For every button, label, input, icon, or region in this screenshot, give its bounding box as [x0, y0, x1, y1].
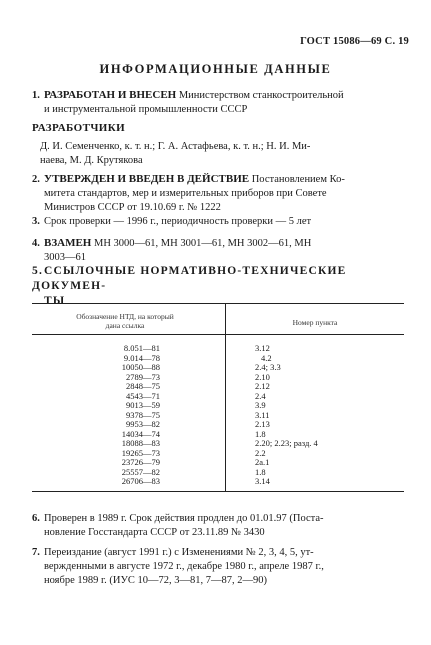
item-5-number: 5. — [32, 265, 44, 277]
table-cell: 19265—73 — [121, 447, 160, 458]
table-cell: 4.2 — [261, 352, 272, 363]
item-3-text: Срок проверки — 1996 г., периодичность проверки — 5 лет — [44, 216, 312, 227]
table-cell: 3.9 — [255, 400, 266, 410]
item-4-bold: ВЗАМЕН — [44, 237, 92, 249]
table-right-column — [255, 344, 405, 487]
table-cell: 8.051—81 — [123, 343, 160, 353]
table-cell: 14034—74 — [121, 428, 160, 439]
developers-line1: Д. И. Семенченко, к. т. н.; Г. А. Астафьева, к. т. н.; Н. И. Ми- — [40, 141, 311, 152]
item-2-line2: митета стандартов, мер и измерительных приборов при Совете — [44, 188, 327, 199]
section-title: ИНФОРМАЦИОННЫЕ ДАННЫЕ — [99, 62, 332, 76]
item-2-line3: Министров СССР от 19.10.69 г. № 1222 — [44, 202, 221, 213]
item-5-line1: ССЫЛОЧНЫЕ НОРМАТИВНО-ТЕХНИЧЕСКИЕ ДОКУМЕН- — [32, 265, 347, 292]
item-1-number: 1. — [32, 90, 40, 101]
table-column-divider — [225, 303, 226, 491]
table-cell: 23726—79 — [121, 457, 160, 467]
item-7-line1: Переиздание (август 1991 г.) с Изменениями № 2, 3, 4, 5, ут- — [44, 547, 314, 558]
item-6-line2: новление Госстандарта СССР от 23.11.89 № 3430 — [44, 527, 265, 538]
table-cell: 2.20; 2.23; разд. 4 — [255, 438, 318, 448]
item-5-line2: ТЫ — [44, 295, 66, 307]
item-2-line1: Постановлением Ко- — [249, 174, 345, 185]
table-cell: 9013—59 — [126, 400, 160, 410]
table-cell: 9378—75 — [126, 409, 160, 420]
table-cell: 18088—83 — [121, 438, 160, 448]
table-top-rule — [32, 303, 404, 304]
table-cell: 10050—88 — [121, 362, 160, 372]
item-1-line1: Министерством станкостроительной — [176, 90, 344, 101]
table-cell: 2.4 — [255, 390, 266, 401]
item-7-number: 7. — [32, 547, 40, 558]
table-header-left — [40, 312, 210, 330]
item-7 — [32, 546, 412, 588]
table-header-left-line1: Обозначение НТД, на который — [76, 312, 174, 321]
item-1-bold: РАЗРАБОТАН И ВНЕСЕН — [44, 89, 177, 101]
table-header-left-line2: дана ссылка — [105, 321, 145, 330]
table-cell: 2a.1 — [255, 457, 270, 467]
item-3-number: 3. — [32, 216, 40, 227]
table-cell: 1.8 — [255, 466, 266, 477]
table-header-rule — [32, 334, 404, 335]
developers-line2: наева, М. Д. Крутякова — [40, 155, 143, 166]
table-cell: 2789—73 — [126, 371, 160, 382]
developers-list — [40, 140, 412, 168]
table-left-column — [70, 344, 160, 487]
item-6-line1: Проверен в 1989 г. Срок действия продлен до 01.01.97 (Поста- — [44, 513, 324, 524]
table-cell: 4543—71 — [126, 390, 160, 401]
item-6-number: 6. — [32, 513, 40, 524]
item-2-bold: УТВЕРЖДЕН И ВВЕДЕН В ДЕЙСТВИЕ — [44, 173, 250, 185]
item-4-line1: МН 3000—61, МН 3001—61, МН 3002—61, МН — [91, 238, 312, 249]
table-cell: 3.14 — [255, 476, 270, 486]
developers-heading: РАЗРАБОТЧИКИ — [32, 122, 126, 134]
table-cell: 2.4; 3.3 — [255, 362, 281, 372]
table-cell: 2.10 — [255, 371, 270, 382]
table-header-right: Номер пункта — [292, 318, 338, 327]
table-cell: 1.8 — [255, 428, 266, 439]
table-cell: 2.12 — [255, 381, 270, 391]
table-bottom-rule — [32, 491, 404, 492]
page-header: ГОСТ 15086—69 С. 19 — [300, 36, 409, 47]
item-2 — [32, 172, 412, 215]
table-cell: 3.12 — [255, 343, 270, 353]
table-cell: 2.13 — [255, 419, 270, 429]
item-2-number: 2. — [32, 174, 40, 185]
item-1-line2: и инструментальной промышленности СССР — [44, 104, 248, 115]
table-cell: 2.2 — [255, 447, 266, 458]
item-1 — [32, 88, 412, 117]
table-cell: 9.014—78 — [123, 352, 160, 363]
item-4-line2: 3003—61 — [44, 252, 86, 263]
table-cell: 3.11 — [255, 409, 270, 420]
table-cell: 2848—75 — [126, 381, 160, 391]
item-4-number: 4. — [32, 238, 40, 249]
table-cell: 9953—82 — [126, 419, 160, 429]
item-3 — [32, 215, 412, 229]
item-7-line3: ноябре 1989 г. (ИУС 10—72, 3—81, 7—87, 2—90) — [44, 575, 268, 586]
item-7-line2: вержденными в августе 1972 г., декабре 1980 г., апреле 1987 г., — [44, 561, 324, 572]
table-cell: 26706—83 — [121, 476, 160, 486]
item-6 — [32, 512, 412, 540]
table-cell: 25557—82 — [121, 466, 160, 477]
item-4 — [32, 236, 412, 265]
